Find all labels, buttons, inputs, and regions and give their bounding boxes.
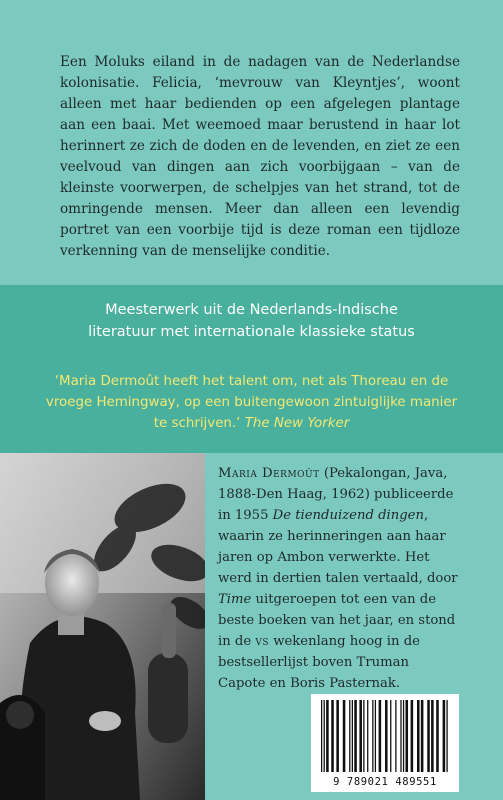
barcode-bar: [436, 700, 439, 772]
barcode-bar: [331, 700, 334, 772]
barcode-bar: [403, 700, 404, 772]
barcode-bar: [324, 700, 325, 772]
barcode-bar: [427, 700, 430, 772]
author-name: Maria Dermoût: [218, 466, 320, 481]
bio-text-3: uitgeroepen tot een van de beste boeken van het jaar, en stond in de: [218, 592, 456, 649]
barcode-bar: [354, 700, 357, 772]
barcode-bar: [443, 700, 446, 772]
tagline: [0, 299, 503, 343]
barcode-bar: [336, 700, 339, 772]
barcode-bar: [363, 700, 364, 772]
bio-text-4: wekenlang hoog in de bestsellerlijst boven Truman Capote en Boris Pasternak.: [218, 634, 420, 691]
barcode-bar: [421, 700, 424, 772]
barcode-bars: [311, 694, 459, 774]
bio-text-2: , waarin ze herinneringen aan haar jaren op Ambon verwerkte. Het werd in dertien talen vertaald, door: [218, 508, 458, 586]
barcode-bar: [385, 700, 388, 772]
bio-text-1: (Pekalongan, Java, 1888-Den Haag, 1962) publiceerde in 1955: [218, 466, 454, 523]
barcode-bar: [395, 700, 396, 772]
author-photo: [0, 453, 205, 800]
barcode-bar: [400, 700, 401, 772]
review-quote: [40, 371, 463, 434]
barcode-bar: [431, 700, 434, 772]
barcode-bar: [349, 700, 350, 772]
barcode-bar: [359, 700, 362, 772]
isbn-digits: 9 789021 489551: [311, 774, 459, 792]
isbn-barcode: [311, 694, 459, 774]
quote-source: The New Yorker: [244, 416, 350, 431]
barcode-bar: [372, 700, 373, 772]
magazine-title: Time: [218, 592, 252, 607]
barcode-bar: [326, 700, 329, 772]
barcode-bar: [321, 700, 322, 772]
barcode-bar: [343, 700, 346, 772]
barcode-bar: [352, 700, 353, 772]
barcode-bar: [390, 700, 391, 772]
author-bio: [218, 463, 460, 694]
barcode-bar: [417, 700, 420, 772]
barcode-bar: [379, 700, 382, 772]
tagline-line-1: Meesterwerk uit de Nederlands-Indische: [105, 302, 398, 318]
barcode-bar: [367, 700, 368, 772]
barcode-bar: [375, 700, 376, 772]
barcode-bar: [411, 700, 414, 772]
tagline-line-2: literatuur met internationale klassieke status: [88, 324, 415, 340]
quote-text: ‘Maria Dermoût heeft het talent om, net als Thoreau en de vroege Hemingway, op een buitengewoon zintuiglijke manier te schrijven.’: [45, 374, 458, 431]
book-title: De tienduizend dingen: [272, 508, 424, 523]
barcode-bar: [446, 700, 447, 772]
barcode-bar: [405, 700, 408, 772]
author-portrait-image: [0, 453, 205, 800]
blurb-text: Een Moluks eiland in de nadagen van de Nederlandse kolonisatie. Felicia, ‘mevrouw van Kleyntjes’, woont alleen met haar bedienden op een afgelegen plantage aan een baai. Met weemoed maar berustend in haar lot herinnert ze zich de doden en de levenden, en ziet ze een veelvoud van dingen aan zich voorbijgaan – van de kleinste voorwerpen, de schelpjes van het strand, tot de omringende mensen. Meer dan alleen een levendig portret van een voorbije tijd is deze roman een tijdloze verkenning van de menselijke conditie.: [60, 54, 460, 259]
vs-abbrev: vs: [255, 634, 270, 649]
